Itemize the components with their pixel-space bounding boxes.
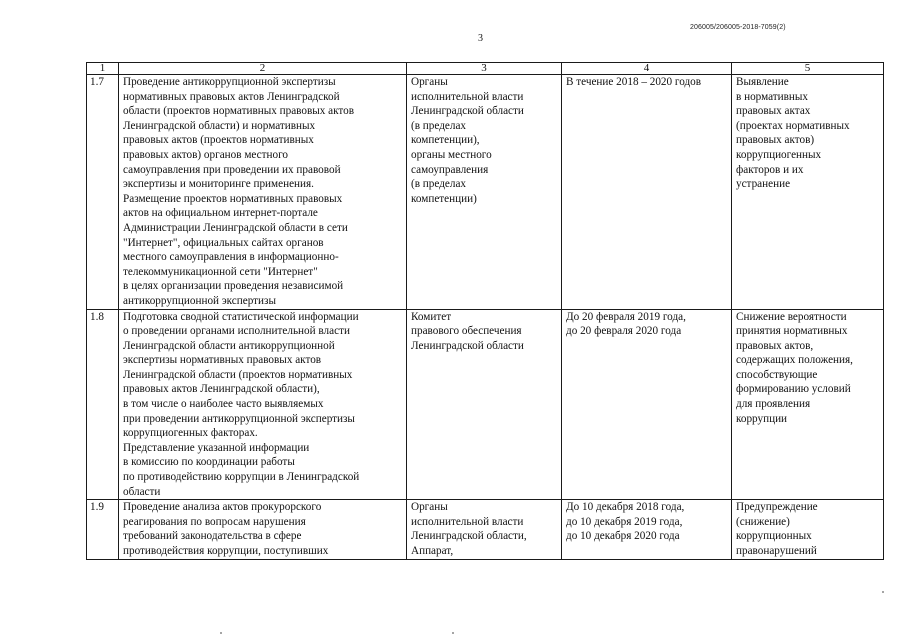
text-line: способствующие <box>736 368 818 381</box>
measures-table <box>86 62 884 560</box>
column-number-row <box>87 63 884 75</box>
text-line: в нормативных <box>736 90 809 103</box>
row-number: 1.9 <box>87 500 119 559</box>
text-line: Органы <box>411 76 448 88</box>
text-line: коррупциогенных факторах. <box>123 427 258 440</box>
column-number: 1 <box>87 63 119 75</box>
text-line: органы местного <box>411 148 492 161</box>
text-line: Представление указанной информации <box>123 441 310 454</box>
row-number: 1.8 <box>87 309 119 500</box>
text-line: в том числе о наиболее часто выявляемых <box>123 398 324 411</box>
row-responsible <box>407 500 562 559</box>
text-line: (проектах нормативных <box>736 119 850 132</box>
text-line: правонарушений <box>736 545 817 557</box>
text-line: Проведение антикоррупционной экспертизы <box>123 76 336 88</box>
row-number: 1.7 <box>87 75 119 310</box>
text-line: Ленинградской области <box>411 105 524 118</box>
text-line: (снижение) <box>736 515 790 528</box>
text-line: Проведение анализа актов прокурорского <box>123 501 322 514</box>
text-line: Ленинградской области) и нормативных <box>123 119 316 132</box>
text-line: актов на официальном интернет-портале <box>123 207 318 220</box>
document-id: 206005/206005-2018-7059(2) <box>690 24 786 31</box>
text-line: самоуправления <box>411 163 489 176</box>
text-line: в комиссию по координации работы <box>123 456 295 469</box>
text-line: принятия нормативных <box>736 325 848 338</box>
text-line: самоуправления при проведении их правовой <box>123 163 341 176</box>
row-responsible <box>407 75 562 310</box>
text-line: при проведении антикоррупционной экспертизы <box>123 412 355 425</box>
table-row <box>87 75 884 310</box>
text-line: правовых актах <box>736 105 811 118</box>
text-line: До 10 декабря 2018 года, <box>566 501 685 514</box>
text-line: Размещение проектов нормативных правовых <box>123 192 343 205</box>
table-row <box>87 309 884 500</box>
row-deadline <box>562 75 732 310</box>
text-line: исполнительной власти <box>411 90 524 103</box>
scan-dot <box>220 632 222 634</box>
text-line: компетенции) <box>411 192 477 205</box>
scan-dot <box>452 632 454 634</box>
text-line: правовых актов) органов местного <box>123 148 288 161</box>
scan-dot <box>882 591 884 593</box>
page-number: 3 <box>478 33 483 44</box>
text-line: Выявление <box>736 76 789 88</box>
text-line: правовых актов Ленинградской области), <box>123 383 320 396</box>
text-line: до 10 декабря 2020 года <box>566 530 680 543</box>
text-line: требований законодательства в сфере <box>123 530 302 543</box>
text-line: противодействия коррупции, поступивших <box>123 545 329 557</box>
text-line: о проведении органами исполнительной власти <box>123 325 350 338</box>
text-line: Ленинградской области <box>411 339 524 352</box>
column-number: 2 <box>119 63 407 75</box>
row-measure-text <box>119 75 407 310</box>
text-line: В течение 2018 – 2020 годов <box>566 76 702 88</box>
text-line: области (проектов нормативных правовых актов <box>123 105 355 118</box>
text-line: Администрации Ленинградской области в сети <box>123 221 348 234</box>
row-result <box>732 75 884 310</box>
text-line: устранение <box>736 178 791 191</box>
text-line: местного самоуправления в информационно- <box>123 251 339 264</box>
text-line: для проявления <box>736 398 811 411</box>
text-line: До 20 февраля 2019 года, <box>566 310 686 323</box>
text-line: исполнительной власти <box>411 515 524 528</box>
text-line: до 20 февраля 2020 года <box>566 325 682 338</box>
row-result <box>732 500 884 559</box>
text-line: экспертизы и мониторинге применения. <box>123 178 314 191</box>
text-line: правового обеспечения <box>411 325 522 338</box>
text-line: в целях организации проведения независимой <box>123 280 344 293</box>
text-line: Аппарат, <box>411 545 454 557</box>
text-line: правовых актов) <box>736 134 815 147</box>
text-line: компетенции), <box>411 134 480 147</box>
row-deadline <box>562 309 732 500</box>
column-number: 5 <box>732 63 884 75</box>
column-number: 4 <box>562 63 732 75</box>
row-measure-text <box>119 309 407 500</box>
text-line: Комитет <box>411 310 452 323</box>
text-line: факторов и их <box>736 163 804 176</box>
text-line: антикоррупционной экспертизы <box>123 294 276 307</box>
table-row <box>87 500 884 559</box>
text-line: Подготовка сводной статистической информации <box>123 310 359 323</box>
text-line: реагирования по вопросам нарушения <box>123 515 306 528</box>
row-measure-text <box>119 500 407 559</box>
text-line: телекоммуникационной сети "Интернет" <box>123 265 318 278</box>
text-line: Ленинградской области (проектов нормативных <box>123 368 353 381</box>
text-line: коррупции <box>736 412 788 425</box>
text-line: Органы <box>411 501 448 514</box>
text-line: правовых актов, <box>736 339 814 352</box>
text-line: содержащих положения, <box>736 354 853 367</box>
text-line: (в пределах <box>411 119 467 132</box>
text-line: Предупреждение <box>736 501 818 514</box>
text-line: коррупциогенных <box>736 148 822 161</box>
text-line: по противодействию коррупции в Ленинградской <box>123 471 360 484</box>
text-line: области <box>123 485 161 498</box>
text-line: "Интернет", официальных сайтах органов <box>123 236 324 249</box>
text-line: формированию условий <box>736 383 851 396</box>
text-line: Ленинградской области антикоррупционной <box>123 339 335 352</box>
text-line: экспертизы нормативных правовых актов <box>123 354 322 367</box>
text-line: Снижение вероятности <box>736 310 847 323</box>
text-line: Ленинградской области, <box>411 530 527 543</box>
text-line: правовых актов (проектов нормативных <box>123 134 314 147</box>
text-line: до 10 декабря 2019 года, <box>566 515 683 528</box>
text-line: (в пределах <box>411 178 467 191</box>
column-number: 3 <box>407 63 562 75</box>
text-line: нормативных правовых актов Ленинградской <box>123 90 340 103</box>
row-deadline <box>562 500 732 559</box>
row-responsible <box>407 309 562 500</box>
text-line: коррупционных <box>736 530 812 543</box>
row-result <box>732 309 884 500</box>
